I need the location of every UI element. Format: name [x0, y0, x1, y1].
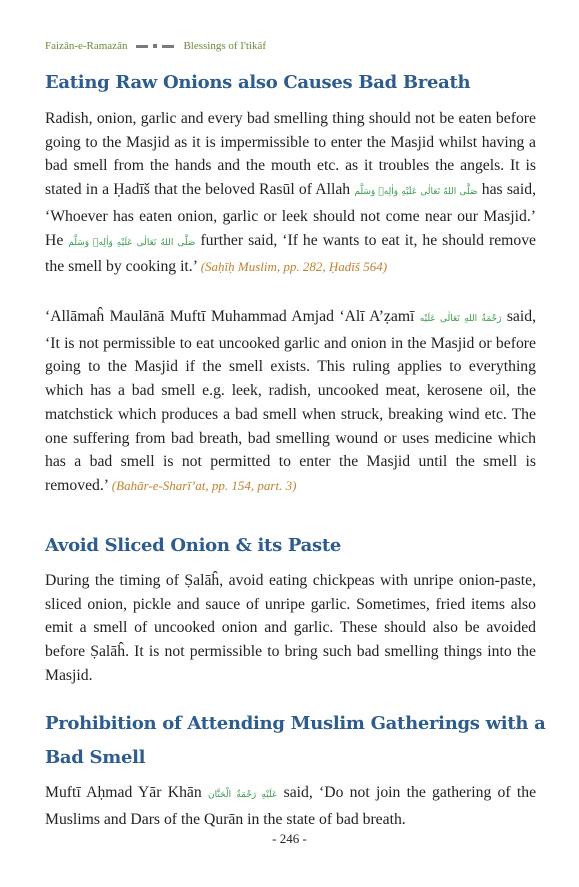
paragraph-raw-onions: [45, 107, 536, 279]
header-separator: [136, 44, 174, 48]
chapter-title: Blessings of I'tikāf: [183, 40, 267, 52]
paragraph-text: Muftī Aḥmad Yār Khān: [45, 784, 202, 801]
separator-dot-icon: [153, 44, 157, 48]
paragraph-text: said, ‘Do not join the gathering of the Muslims and Dars of the Qurān in the state of bad breath.: [45, 784, 537, 828]
salutation-text: صَلَّى اللهُ تَعَالٰى عَلَيْهِ وَاٰلِهٖ وَسَلَّم: [68, 237, 196, 248]
reference-citation: (Saḥīḥ Muslim, pp. 282, Ḥadīš 564): [200, 259, 388, 275]
separator-dash-icon: [136, 45, 148, 48]
paragraph-text: further said, ‘If he wants to eat it, he should remove the smell by cooking it.’: [45, 231, 537, 276]
book-title: Faizān-e-Ramazān: [45, 40, 128, 52]
salutation-text: رَحْمَةُ اللهِ تَعَالٰى عَلَيْه: [419, 314, 502, 324]
section-heading-prohibition-cont: Bad Smell: [45, 747, 146, 768]
salutation-text: عَلَيْهِ رَحْمَةُ الْحَنَّان: [207, 790, 278, 800]
paragraph-text: Radish, onion, garlic and every bad smelling thing should not be eaten before going to the Masjid as it is impermissible to enter the Masjid whilst having a bad smell from the hands and the mouth etc. as it troubles the angels. It is stated in a Ḥadīš that the beloved Rasūl of Allah: [45, 110, 536, 199]
section-heading-prohibition: Prohibition of Attending Muslim Gatherings with a: [45, 713, 546, 734]
salutation-text: صَلَّى اللهُ تَعَالٰى عَلَيْهِ وَاٰلِهٖ وَسَلَّم: [354, 187, 478, 198]
paragraph-text: ‘Allāmaĥ Maulānā Muftī Muhammad Amjad ‘Alī A’ẓamī: [45, 308, 415, 325]
paragraph-text: has said, ‘Whoever has eaten onion, garlic or leek should not come near our Masjid.’ He: [45, 181, 537, 249]
section-heading-sliced-onion: Avoid Sliced Onion & its Paste: [45, 535, 341, 556]
paragraph-ruling: [45, 305, 536, 498]
paragraph-sliced-onion: During the timing of Ṣalāĥ, avoid eating chickpeas with unripe onion-paste, sliced onion, pickle and sauce of unripe garlic. Sometimes, fried items also emit a smell of uncooked onion and garlic. These should also be avoided before Ṣalāĥ. It is not permissible to bring such bad smelling things into the Masjid.: [45, 572, 536, 684]
section-heading-raw-onions: Eating Raw Onions also Causes Bad Breath: [45, 72, 471, 93]
paragraph-prohibition: [45, 781, 536, 831]
separator-dash-icon: [162, 45, 174, 48]
running-header: [45, 40, 545, 52]
reference-citation: (Bahār-e-Sharī’at, pp. 154, part. 3): [111, 477, 297, 493]
page-number: - 246 -: [272, 831, 307, 846]
paragraph-text: said, ‘It is not permissible to eat uncooked garlic and onion in the Masjid or before going to the Masjid if the smell exists. This ruling applies to everything which has a bad smell e.g. leek, radish, uncooked meat, kerosene oil, the matchstick which produces a bad smell when struck, breaking wind etc. The one suffering from bad breath, bad smelling wound or uses medicine which has a bad smell is not permitted to enter the Masjid until the smell is removed.’: [45, 308, 537, 494]
